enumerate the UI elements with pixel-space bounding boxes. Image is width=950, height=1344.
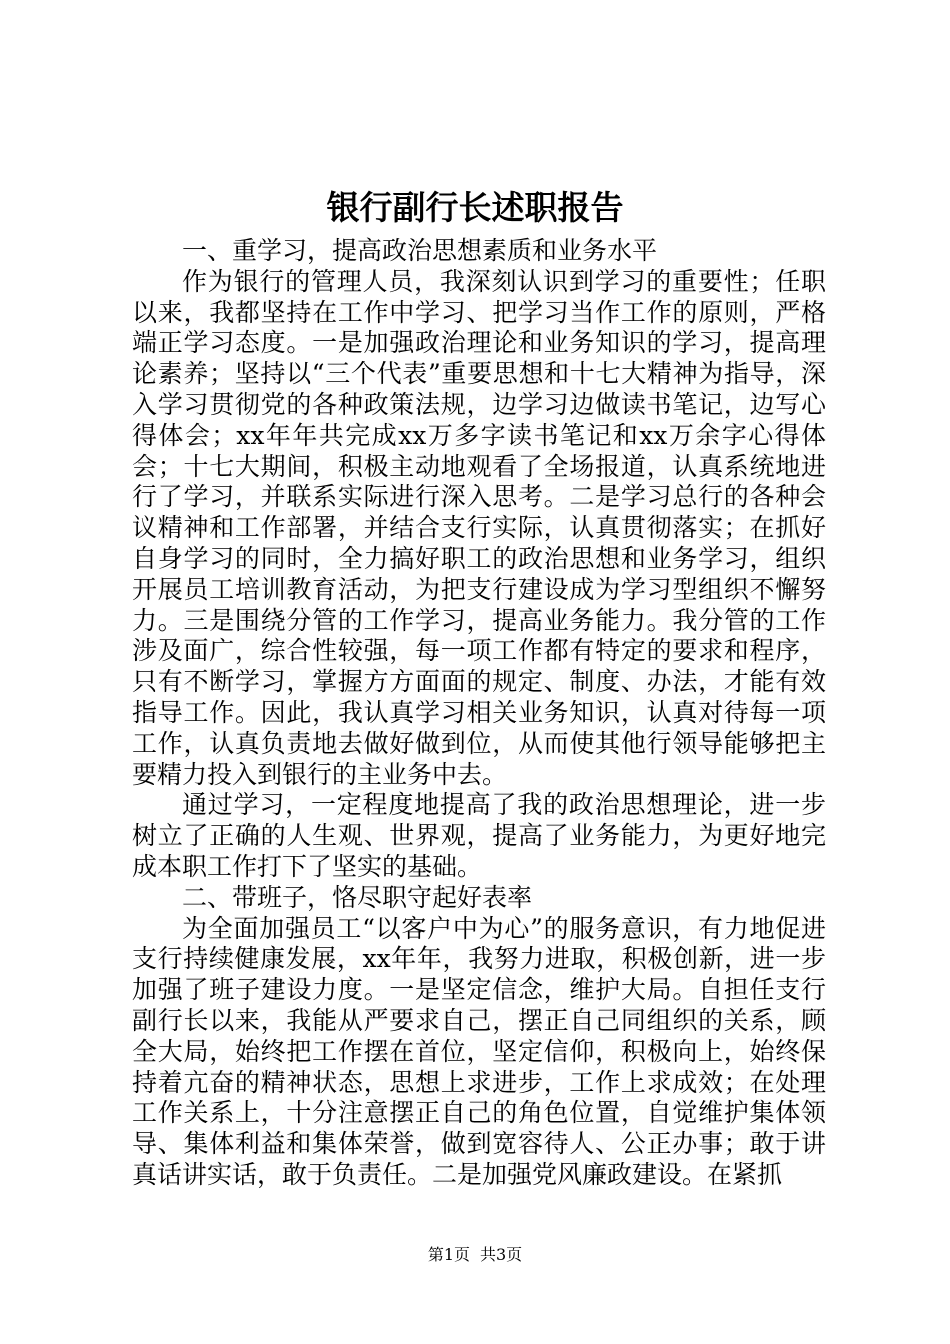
body-paragraph-1: 作为银行的管理人员，我深刻认识到学习的重要性；任职以来，我都坚持在工作中学习、把学习当作工作的原则，严格端正学习态度。一是加强政治理论和业务知识的学习，提高理论素养；坚持以“三个代表”重要思想和十七大精神为指导，深入学习贯彻党的各种政策法规，边学习边做读书笔记，边写心得体会；xx年年共完成xx万多字读书笔记和xx万余字心得体会；十七大期间，积极主动地观看了全场报道，认真系统地进行了学习，并联系实际进行深入思考。二是学习总行的各种会议精神和工作部署，并结合支行实际，认真贯彻落实；在抓好自身学习的同时，全力搞好职工的政治思想和业务学习，组织开展员工培训教育活动，为把支行建设成为学习型组织不懈努力。三是围绕分管的工作学习，提高业务能力。我分管的工作涉及面广，综合性较强，每一项工作都有特定的要求和程序，只有不断学习，掌握方方面面的规定、制度、办法，才能有效指导工作。因此，我认真学习相关业务知识，认真对待每一项工作，认真负责地去做好做到位，从而使其他行领导能够把主要精力投入到银行的主业务中去。 <box>132 266 826 789</box>
document-body <box>132 236 826 1191</box>
page-footer <box>0 1244 950 1266</box>
section-heading-1: 一、重学习，提高政治思想素质和业务水平 <box>182 236 658 265</box>
page-number-total: 共3页 <box>480 1245 523 1264</box>
document-title: 银行副行长述职报告 <box>326 188 624 227</box>
body-paragraph-3: 为全面加强员工“以客户中为心”的服务意识，有力地促进支行持续健康发展，xx年年，我努力进取，积极创新，进一步加强了班子建设力度。一是坚定信念，维护大局。自担任支行副行长以来，我能从严要求自己，摆正自己同组织的关系，顾全大局，始终把工作摆在首位，坚定信仰，积极向上，始终保持着亢奋的精神状态，思想上求进步，工作上求成效；在处理工作关系上，十分注意摆正自己的角色位置，自觉维护集体领导、集体利益和集体荣誉，做到宽容待人、公正办事；敢于讲真话讲实话，敢于负责任。二是加强党风廉政建设。在紧抓 <box>132 913 826 1189</box>
section-heading-2: 二、带班子，恪尽职守起好表率 <box>182 882 533 912</box>
body-paragraph-2: 通过学习，一定程度地提高了我的政治思想理论，进一步树立了正确的人生观、世界观，提高了业务能力，为更好地完成本职工作打下了坚实的基础。 <box>132 790 826 881</box>
page-number-current: 第1页 <box>427 1245 470 1264</box>
